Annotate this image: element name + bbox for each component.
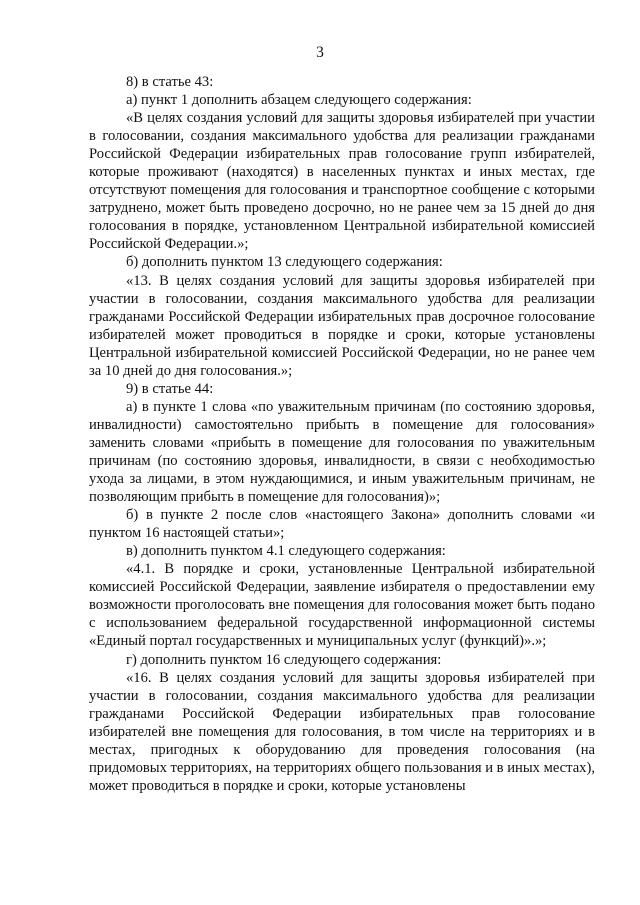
paragraph-44-v: в) дополнить пунктом 4.1 следующего содержания: xyxy=(126,543,446,560)
page-number: 3 xyxy=(316,44,324,61)
document-body xyxy=(89,73,595,795)
paragraph-article-43: 8) в статье 43: xyxy=(126,74,214,90)
paragraph-44-b: б) в пункте 2 после слов «настоящего Закона» дополнить словами «и пунктом 16 настоящей статьи»; xyxy=(89,507,595,542)
paragraph-44-g-text: «16. В целях создания условий для защиты здоровья избирателей при участии в голосовании, создания максимального удобства для реализации гражданами Российской Федерации избирательных прав голосование избирателей вне помещения для голосования, в том числе на территориях и в местах, пригодных к оборудованию для проведения голосования (на придомовых территориях, на территориях общего пользования и в иных местах), может проводиться в порядке и сроки, которые установлены xyxy=(89,669,595,794)
paragraph-44-a: а) в пункте 1 слова «по уважительным причинам (по состоянию здоровья, инвалидности) самостоятельно прибыть в помещение для голосования» заменить словами «прибыть в помещение для голосования по уважительным причинам (по состоянию здоровья, инвалидности, в связи с необходимостью ухода за лицами, в этом нуждающимися, и иным уважительным причинам, не позволяющим прибыть в помещение для голосования)»; xyxy=(89,398,595,506)
paragraph-43-b-text: «13. В целях создания условий для защиты здоровья избирателей при участии в голосовании, создания максимального удобства для реализации гражданами Российской Федерации избирательных прав досрочное голосование избирателей может проводиться в порядке и сроки, которые установлены Центральной избирательной комиссией Российской Федерации, но не ранее чем за 10 дней до дня голосования.»; xyxy=(89,272,595,379)
paragraph-article-44: 9) в статье 44: xyxy=(126,380,214,397)
paragraph-43-a-text: «В целях создания условий для защиты здоровья избирателей при участии в голосовании, создания максимального удобства для реализации гражданами Российской Федерации избирательных прав голосование групп избирателей, которые проживают (находятся) в населенных пунктах и иных местах, где отсутствуют помещения для голосования и транспортное сообщение с которыми затруднено, может быть проведено досрочно, но не ранее чем за 15 дней до дня голосования в порядке, установленном Центральной избирательной комиссией Российской Федерации.»; xyxy=(89,110,595,253)
paragraph-44-g: г) дополнить пунктом 16 следующего содержания: xyxy=(126,651,442,668)
paragraph-43-b: б) дополнить пунктом 13 следующего содержания: xyxy=(126,254,443,271)
paragraph-44-v-text: «4.1. В порядке и сроки, установленные Центральной избирательной комиссией Российской Федерации, заявление избирателя о предоставлении ему возможности проголосовать вне помещения для голосования может быть подано с использованием федеральной государственной информационной системы «Единый портал государственных и муниципальных услуг (функций)».»; xyxy=(89,561,595,650)
paragraph-43-a: а) пункт 1 дополнить абзацем следующего содержания: xyxy=(126,92,472,109)
